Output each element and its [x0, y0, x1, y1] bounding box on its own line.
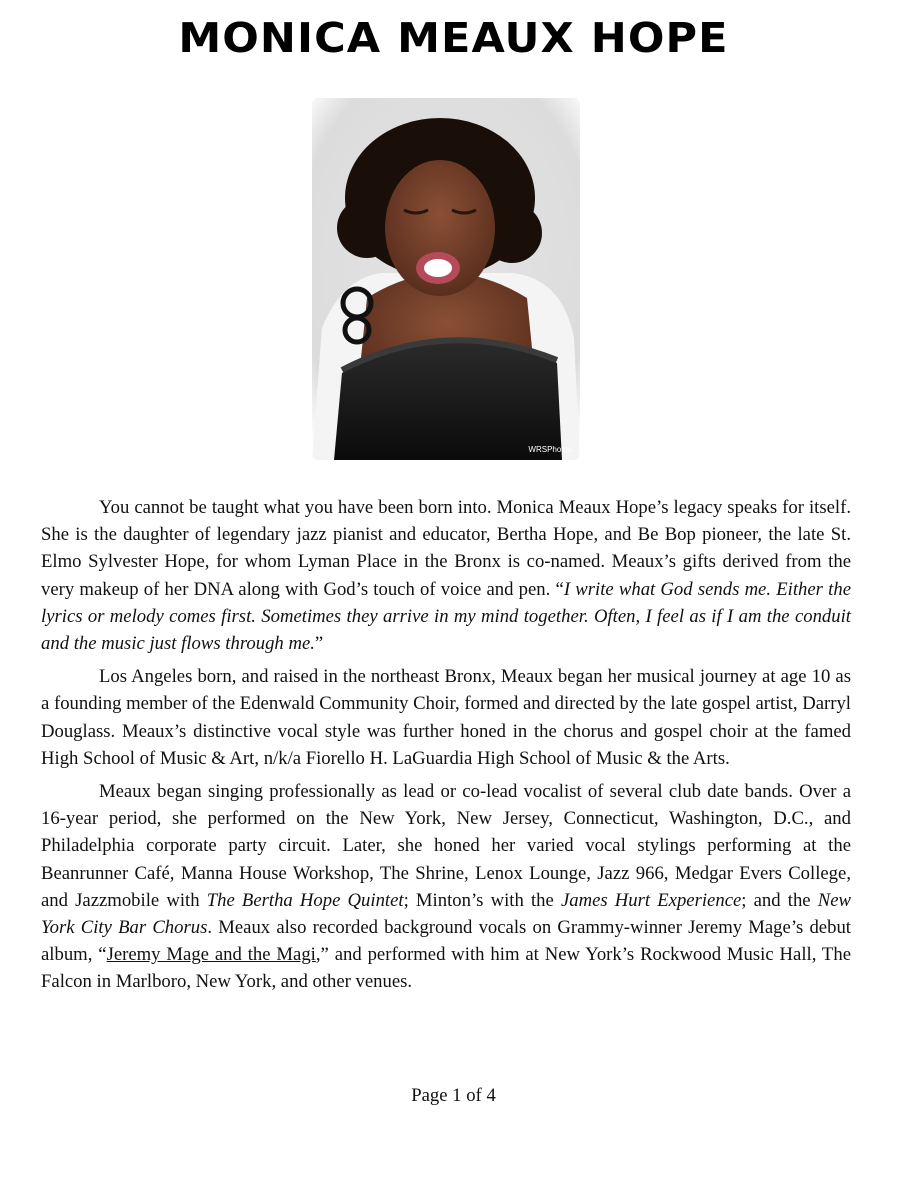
paragraph-3-text-c: ; and the: [741, 889, 818, 911]
portrait-illustration: [312, 98, 580, 460]
paragraph-1: [41, 494, 851, 657]
band-name-italic: The Bertha Hope Quintet: [206, 889, 404, 911]
page-number: Page 1 of 4: [411, 1085, 496, 1106]
quote-italic: I write what God sends me. Either the lyrics or melody comes first. Sometimes they arrive in my mind together. Often, I feel as if I am the conduit and the music just flows through me.: [41, 578, 851, 655]
album-title-underlined: Jeremy Mage and the Magi: [106, 944, 316, 966]
chorus-name-italic: New York City Bar Chorus: [41, 889, 851, 939]
photo-watermark: WRSPhotos: [528, 445, 572, 454]
paragraph-3-text-a: Meaux began singing professionally as lead or co-lead vocalist of several club date bands. Over a 16-year period, she performed on the New York, New Jersey, Connecticut, Washington, D.C., and Philadelphia corporate party circuit. Later, she honed her varied vocal stylings performing at the Beanrunner Café, Manna House Workshop, The Shrine, Lenox Lounge, Jazz 966, Medgar Evers College, and Jazzmobile with: [41, 781, 851, 911]
page-title: MONICA MEAUX HOPE: [178, 14, 729, 62]
paragraph-2-text: Los Angeles born, and raised in the northeast Bronx, Meaux began her musical journey at age 10 as a founding member of the Edenwald Community Choir, formed and directed by the late gospel artist, Darryl Douglass. Meaux’s distinctive vocal style was further honed in the chorus and gospel choir at the famed High School of Music & Art, n/k/a Fiorello H. LaGuardia High School of Music & the Arts.: [41, 666, 851, 769]
paragraph-1-text: You cannot be taught what you have been born into. Monica Meaux Hope’s legacy speaks for itself. She is the daughter of legendary jazz pianist and educator, Bertha Hope, and Be Bop pioneer, the late St. Elmo Sylvester Hope, for whom Lyman Place in the Bronx is co-named. Meaux’s gifts derived from the very makeup of her DNA along with God’s touch of voice and pen. “: [41, 497, 851, 600]
paragraph-3-text-d: . Meaux also recorded background vocals on Grammy-winner Jeremy Mage’s debut album, “: [41, 917, 851, 966]
band-name-italic: James Hurt Experience: [560, 889, 742, 911]
portrait-photo: [312, 98, 580, 460]
paragraph-3-text-b: ; Minton’s with the: [403, 889, 561, 911]
paragraph-2: [41, 663, 851, 772]
paragraph-3-text-e: ,” and performed with him at New York’s Rockwood Music Hall, The Falcon in Marlboro, New York, and other venues.: [41, 944, 851, 993]
biography-text: [41, 494, 851, 1002]
paragraph-3: [41, 778, 851, 996]
quote-close: ”: [314, 633, 324, 655]
